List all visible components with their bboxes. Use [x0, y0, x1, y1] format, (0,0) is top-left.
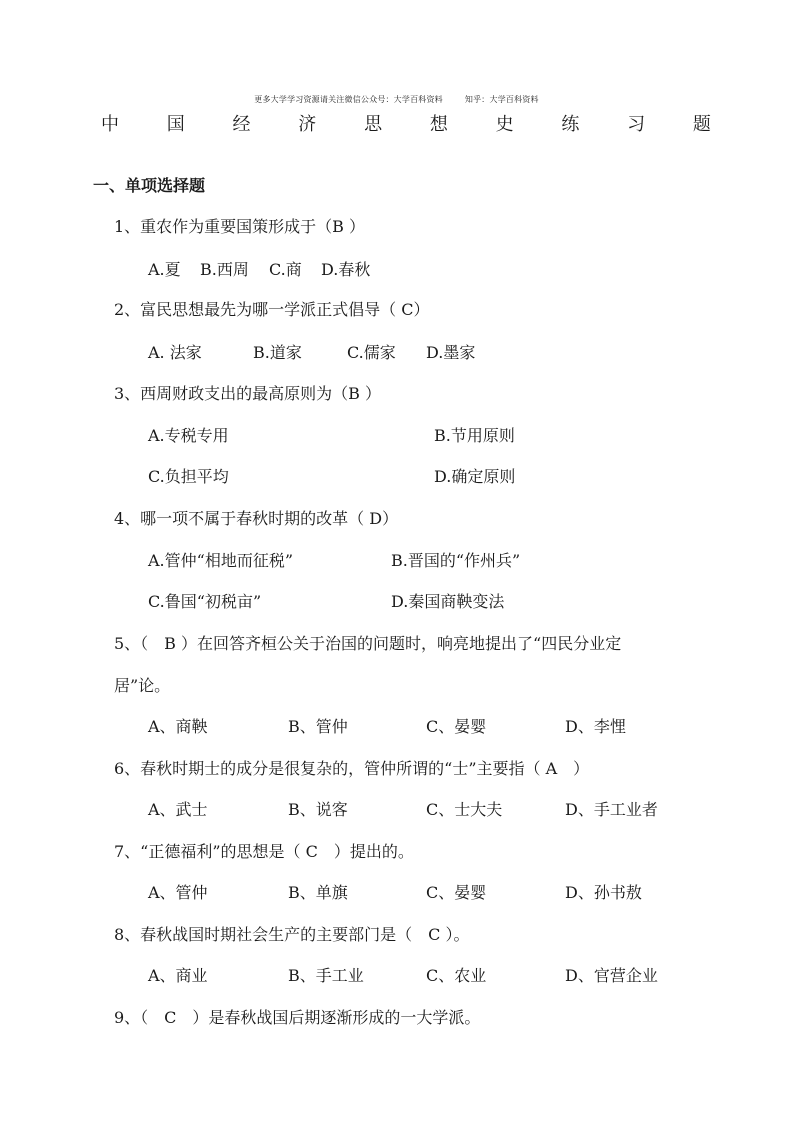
q7-option-b: B、单旗 — [288, 883, 348, 902]
q2-option-c: C.儒家 — [347, 343, 396, 362]
title-char: 中 — [101, 114, 119, 135]
header-note — [0, 94, 793, 105]
q5-option-b: B、管仲 — [288, 717, 348, 736]
q6-option-c: C、士大夫 — [426, 800, 503, 819]
q1-option-a: A.夏 — [148, 260, 181, 279]
title-char: 练 — [561, 114, 580, 135]
q8-option-b: B、手工业 — [288, 966, 364, 985]
question-9: 9、（ C ）是春秋战国后期逐渐形成的一大学派。 — [114, 1008, 481, 1027]
q8-option-a: A、商业 — [148, 966, 208, 985]
q6-option-d: D、手工业者 — [565, 800, 658, 819]
question-5: 5、（ B ）在回答齐桓公关于治国的问题时，响亮地提出了“四民分业定 — [114, 634, 622, 653]
q3-option-b: B.节用原则 — [434, 426, 515, 445]
q5-option-d: D、李悝 — [565, 717, 626, 736]
question-6: 6、春秋时期士的成分是很复杂的，管仲所谓的“士”主要指（ A ） — [114, 759, 590, 778]
q4-option-c: C.鲁国“初税亩” — [148, 592, 262, 611]
section-heading: 一、单项选择题 — [93, 176, 206, 195]
q7-option-d: D、孙书敖 — [565, 883, 642, 902]
q5-option-a: A、商鞅 — [148, 717, 208, 736]
q4-option-d: D.秦国商鞅变法 — [391, 592, 505, 611]
q5-option-c: C、晏婴 — [426, 717, 487, 736]
q1-option-c: C.商 — [269, 260, 302, 279]
q8-option-d: D、官营企业 — [565, 966, 658, 985]
q7-option-a: A、管仲 — [148, 883, 208, 902]
q3-option-c: C.负担平均 — [148, 467, 229, 486]
page-title — [101, 110, 711, 136]
q6-option-a: A、武士 — [148, 800, 208, 819]
q7-option-c: C、晏婴 — [426, 883, 487, 902]
title-char: 经 — [232, 114, 251, 135]
title-char: 济 — [298, 114, 317, 135]
title-char: 题 — [692, 114, 711, 135]
title-char: 习 — [627, 114, 646, 135]
question-3: 3、西周财政支出的最高原则为（B ） — [114, 384, 382, 403]
q3-option-a: A.专税专用 — [148, 426, 229, 445]
q2-option-a: A. 法家 — [148, 343, 202, 362]
q8-option-c: C、农业 — [426, 966, 487, 985]
question-4: 4、哪一项不属于春秋时期的改革（ D） — [114, 509, 399, 528]
q4-option-a: A.管仲“相地而征税” — [148, 551, 294, 570]
question-1: 1、重农作为重要国策形成于（B ） — [114, 217, 366, 236]
question-8: 8、春秋战国时期社会生产的主要部门是（ C ）。 — [114, 925, 470, 944]
q1-option-b: B.西周 — [200, 260, 249, 279]
q2-option-d: D.墨家 — [426, 343, 476, 362]
title-char: 想 — [429, 114, 448, 135]
question-2: 2、富民思想最先为哪一学派正式倡导（ C） — [114, 300, 430, 319]
header-note-wechat: 更多大学学习资源请关注微信公众号：大学百科资料 — [254, 95, 443, 104]
q3-option-d: D.确定原则 — [434, 467, 516, 486]
question-7: 7、“正德福利”的思想是（ C ）提出的。 — [114, 842, 414, 861]
q1-option-d: D.春秋 — [321, 260, 371, 279]
title-char: 国 — [166, 114, 185, 135]
header-note-zhihu: 知乎：大学百科资料 — [464, 95, 539, 104]
q4-option-b: B.晋国的“作州兵” — [391, 551, 521, 570]
question-5-continuation: 居”论。 — [114, 676, 171, 695]
title-char: 思 — [364, 114, 383, 135]
q2-option-b: B.道家 — [253, 343, 302, 362]
q6-option-b: B、说客 — [288, 800, 348, 819]
title-char: 史 — [495, 114, 514, 135]
